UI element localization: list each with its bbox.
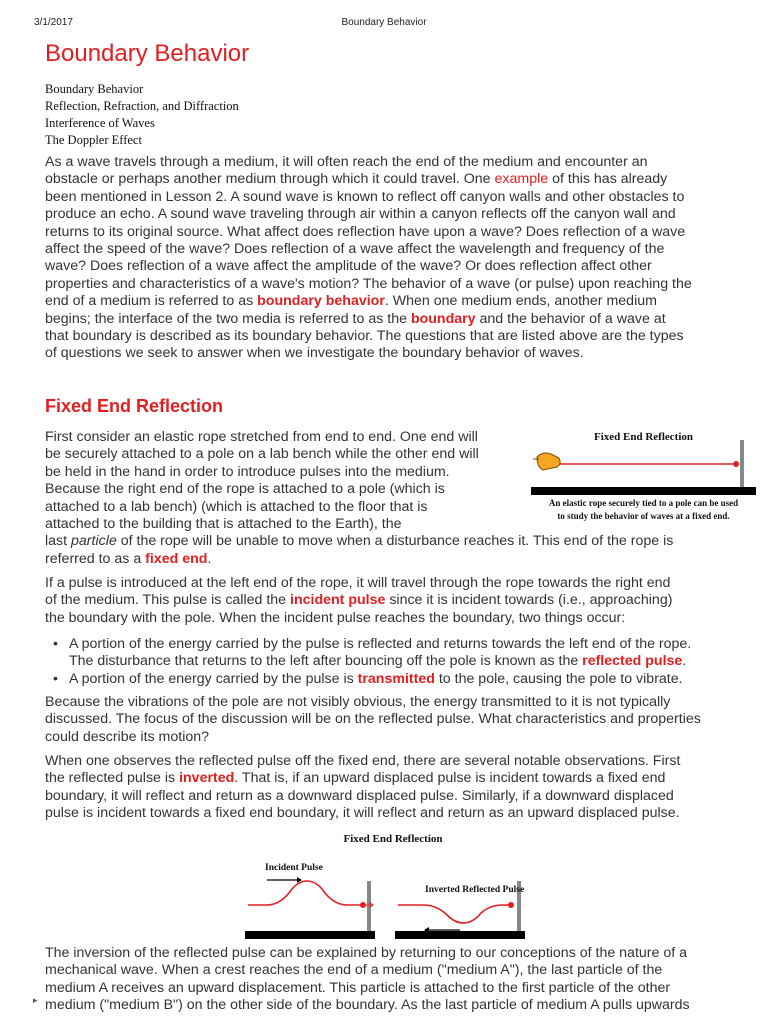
reflected-pulse-label: Inverted Reflected Pulse [425,885,525,895]
term-fixed-end: fixed end [145,550,208,567]
rope-diagram [531,437,756,497]
term-inverted: inverted [179,770,235,787]
toc-item-interference-of-waves[interactable]: Interference of Waves [45,116,155,130]
fixed-end-paragraph: First consider an elastic rope stretched from end to end. One end will be securely attached to a pole on a lab bench while the other end will be held in the hand in order to introduce pulses into the medium. Because the right end of the rope is attached to a pole (which is attached to a lab bench) (which is attached to the floor that is attached to the building that is attached to the Earth), the last particle of the rope will be unable to move when a disturbance reaches it. This end of the rope is referred to as a fixed end. [45,429,674,567]
example-link[interactable]: example [494,171,549,188]
list-item: • A portion of the energy carried by the pulse is transmitted to the pole, causing the pole to vibrate. [52,671,767,688]
term-transmitted: transmitted [357,670,435,687]
incident-pulse-panel [245,877,375,939]
hand-icon [533,453,560,470]
boundary-outcomes-list [52,636,767,688]
inversion-explanation-paragraph: The inversion of the reflected pulse can be explained by returning to our conceptions of the nature of a mechanical wave. When a crest reaches the end of a medium ("medium A"), the last particle of the medium A receives an upward displacement. This particle is attached to the first particle of the other medium ("medium B") on the other side of the boundary. As the last particle of medium A pulls upwards [45,945,690,1014]
term-incident-pulse: incident pulse [290,592,386,609]
toc-list [45,81,239,149]
page-corner-mark: ▸ [33,995,38,1005]
knot [733,461,739,467]
inversion-paragraph: When one observes the reflected pulse off the fixed end, there are several notable observations. First the reflected pulse is inverted. That is, if an upward displaced pulse is incident towards a fixed end boundary, it will reflect and return as a downward displaced pulse. Similarly, if a downward displaced pulse is incident towards a fixed end boundary, it will reflect and return as an upward displaced pulse. [45,753,681,822]
inverted-pulse-shape [398,905,512,923]
section-title: Fixed End Reflection [45,396,224,416]
term-boundary-behavior: boundary behavior [257,293,385,310]
intro-paragraph: As a wave travels through a medium, it will often reach the end of the medium and encounter an obstacle or perhaps another medium through which it could travel. One example of this has already been mentioned in Lesson 2. A sound wave is known to reflect off canyon walls and other obstacles to produce an echo. A sound wave traveling through air within a canyon reflects off the canyon wall and returns to its original source. What affect does reflection have upon a wave? Does reflection of a wave affect the speed of the wave? Does reflection of a wave affect the wavelength and frequency of the wave? Does reflection of a wave affect the amplitude of the wave? Or does reflection affect other properties and characteristics of a wave's motion? The behavior of a wave (or pulse) upon reaching the end of a medium is referred to as boundary behavior. When one medium ends, another medium begins; the interface of the two media is referred to as the boundary and the behavior of a wave at that boundary is described as its boundary behavior. The questions that are listed above are the types of questions we seek to answer when we investigate the boundary behavior of waves. [45,154,692,362]
pole-vibration-paragraph: Because the vibrations of the pole are not visibly obvious, the energy transmitted to it is not typically discussed. The focus of the discussion will be on the reflected pulse. What characteristics and properties could describe its motion? [45,694,701,745]
figure2-title: Fixed End Reflection [343,833,443,845]
lab-bench [531,487,756,495]
incident-pulse-shape [248,881,363,905]
pole [740,440,744,487]
figure-title: Fixed End Reflection [594,431,693,443]
list-item: • A portion of the energy carried by the pulse is reflected and returns towards the left end of the rope. The disturbance that returns to the left after bouncing off the pole is known as the reflected pulse. [52,636,767,671]
term-reflected-pulse: reflected pulse [582,653,683,670]
right-arrow-icon [267,877,302,883]
print-date: 3/1/2017 [34,17,73,28]
incident-pulse-paragraph: If a pulse is introduced at the left end of the rope, it will travel through the rope towards the right end of the medium. This pulse is called the incident pulse since it is incident towards (i.e., approaching) the boundary with the pole. When the incident pulse reaches the boundary, two things occur: [45,575,673,626]
print-header-title: Boundary Behavior [341,17,427,28]
toc-item-boundary-behavior[interactable]: Boundary Behavior [45,82,144,96]
toc-item-doppler-effect[interactable]: The Doppler Effect [45,133,142,147]
page-title: Boundary Behavior [45,40,250,67]
pulse-reflection-figure [245,855,525,948]
toc-item-reflection-refraction-diffraction[interactable]: Reflection, Refraction, and Diffraction [45,99,239,113]
rope-pole-figure [531,427,756,527]
figure-caption: An elastic rope securely tied to a pole can be used to study the behavior of waves at a fixed end. [548,498,739,521]
term-boundary: boundary [410,310,476,327]
incident-pulse-label: Incident Pulse [265,863,323,873]
